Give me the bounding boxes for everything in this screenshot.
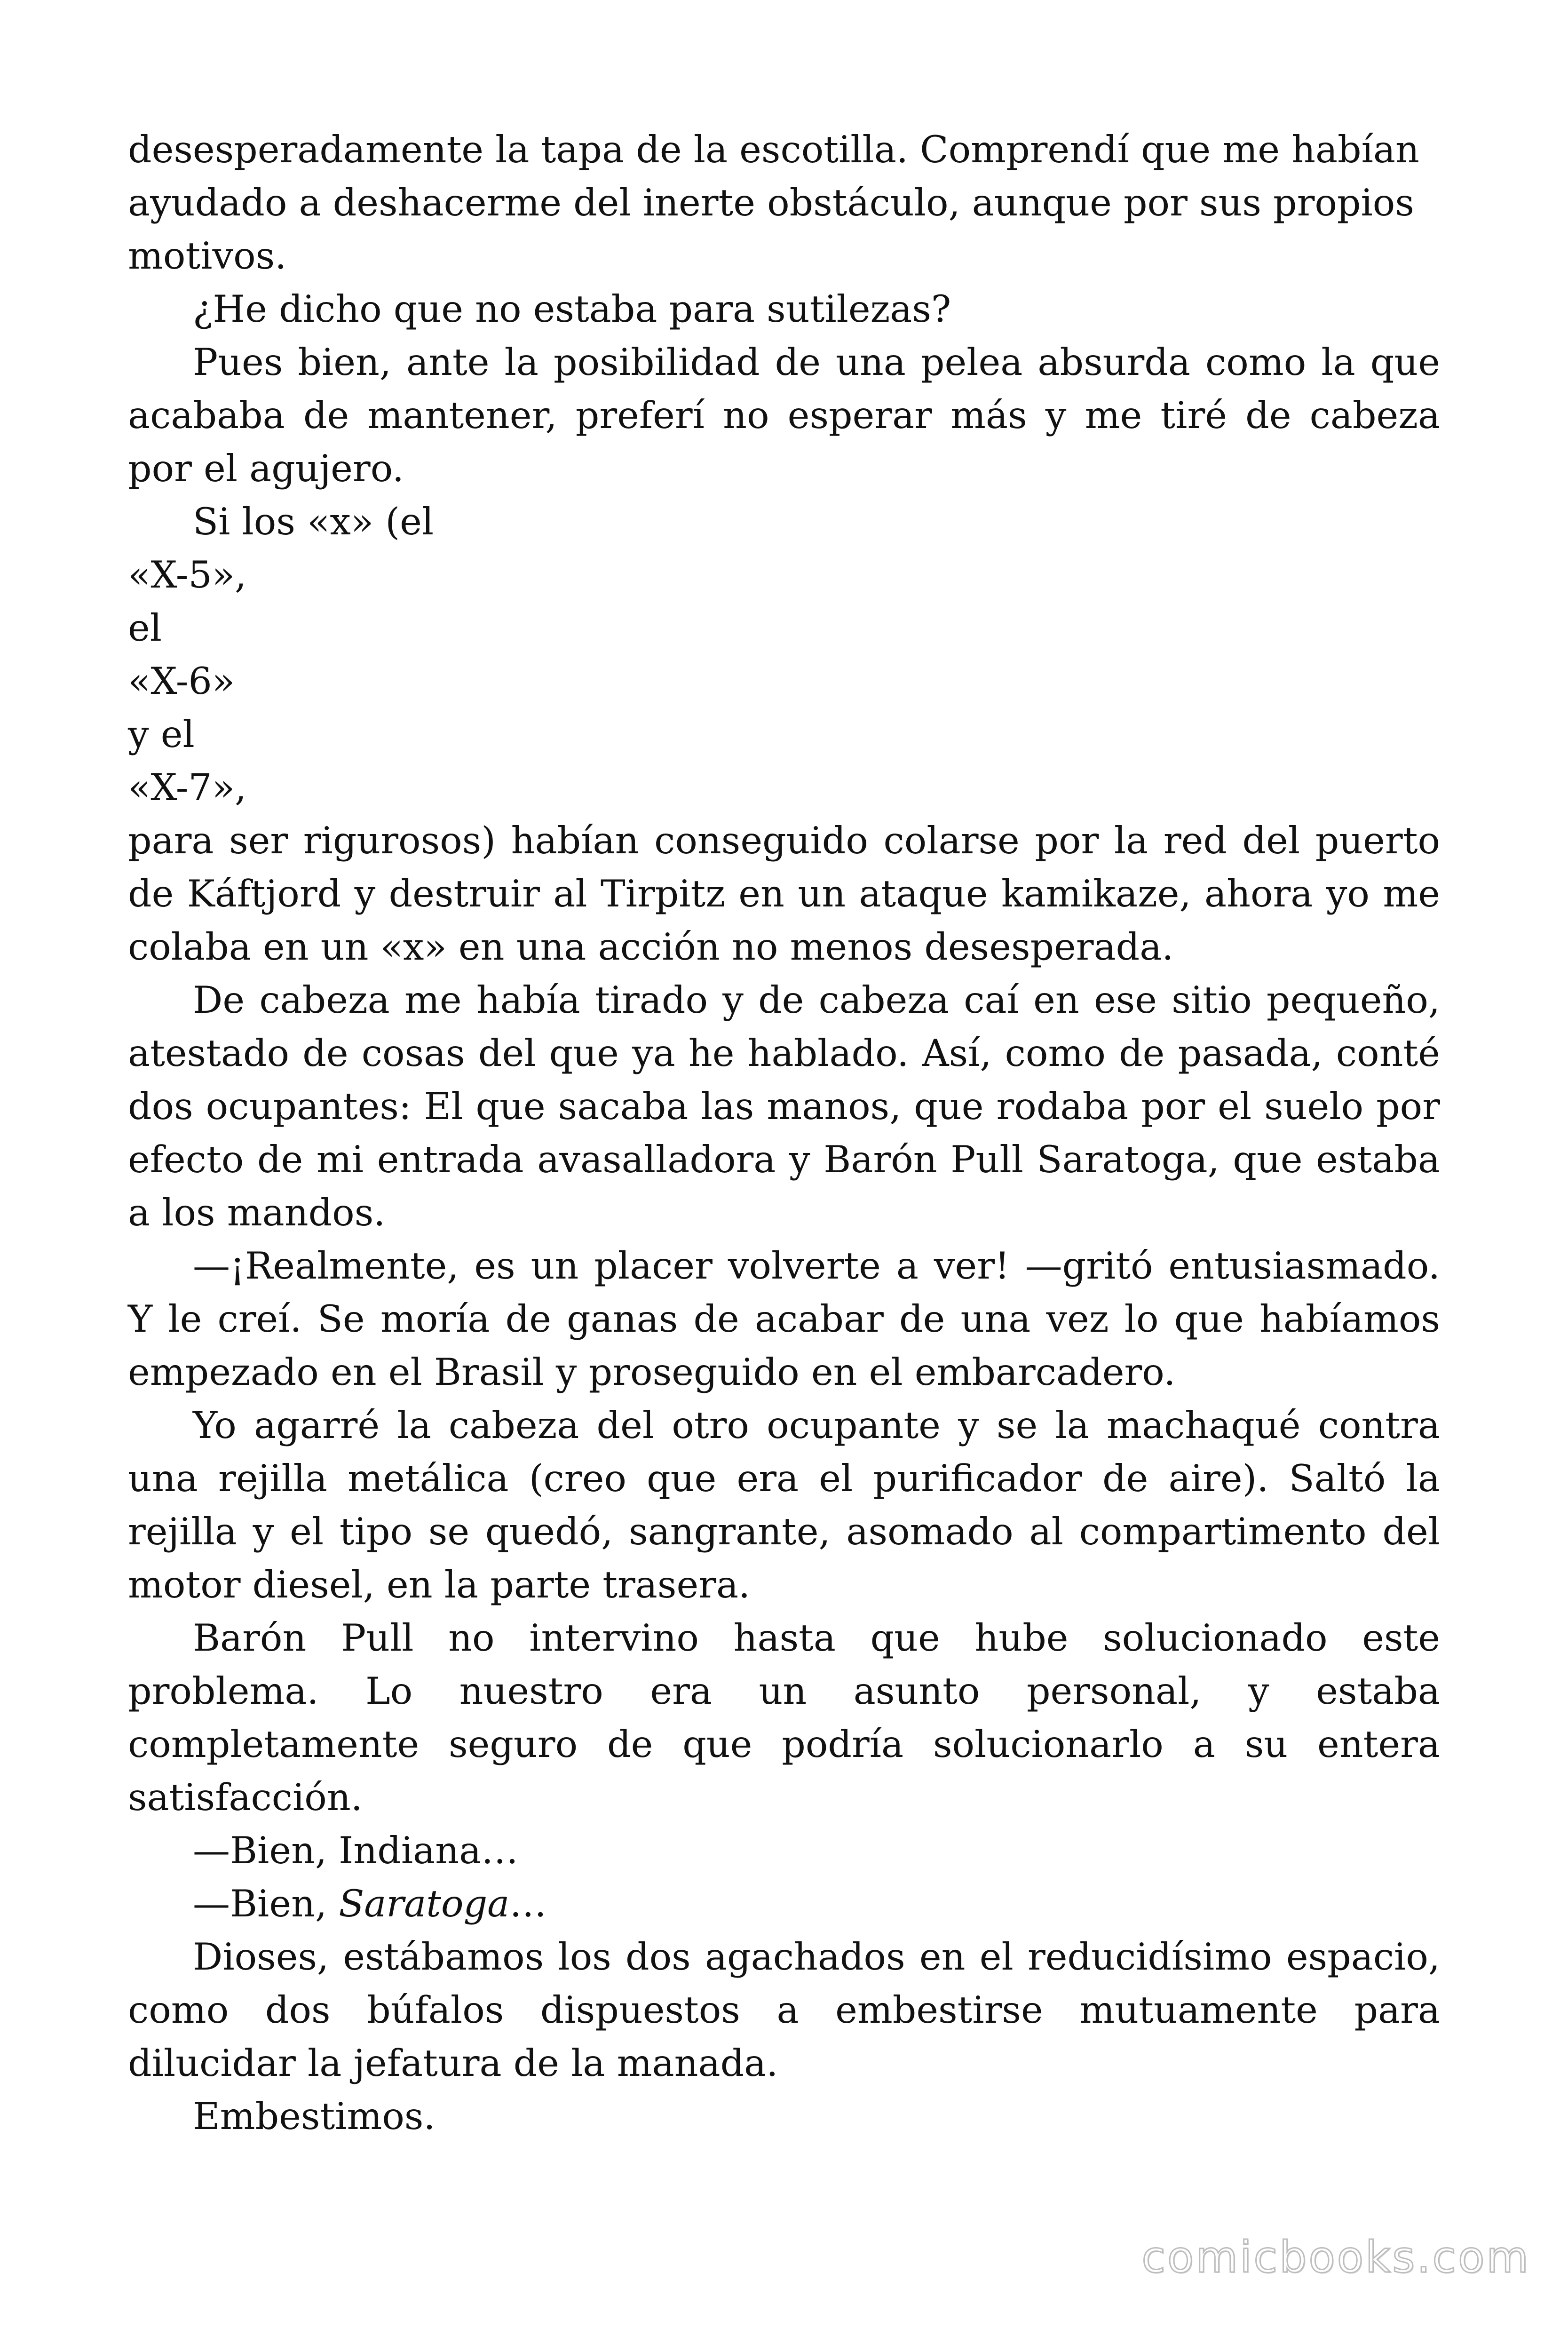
paragraph-fragment: el: [128, 606, 162, 650]
paragraph-fragment: «X-6»: [128, 660, 235, 703]
paragraph: Embestimos.: [193, 2095, 436, 2138]
dialogue-line: —Bien, Indiana…: [193, 1829, 519, 1872]
paragraph: Pues bien, ante la posibilidad de una pelea absurda como la que acababa de mantener, preferí no esperar más y me tiré de cabeza por el agujero.: [128, 341, 1440, 490]
paragraph-fragment: para ser rigurosos) habían conseguido colarse por la red del puerto de Káftjord y destruir al Tirpitz en un ataque kamikaze, ahora yo me colaba en un «x» en una acción no menos desesperada.: [128, 819, 1440, 969]
dialogue-line: [128, 1877, 1440, 1931]
paragraph: Barón Pull no intervino hasta que hube solucionado este problema. Lo nuestro era un asunto personal, y estaba completamente seguro de que podría solucionarlo a su entera satisfacción.: [128, 1616, 1440, 1819]
paragraph: Dioses, estábamos los dos agachados en el reducidísimo espacio, como dos búfalos dispuestos a embestirse mutuamente para dilucidar la jefatura de la manada.: [128, 1935, 1440, 2085]
dialogue-suffix: …: [509, 1882, 547, 1925]
paragraph: Si los «x» (el: [193, 500, 434, 543]
watermark: comicbooks.com: [1141, 2232, 1530, 2282]
paragraph: ¿He dicho que no estaba para sutilezas?: [193, 287, 951, 331]
paragraph-fragment: y el: [128, 713, 195, 756]
page-body: [128, 123, 1440, 2143]
paragraph-fragment: «X-5»,: [128, 553, 247, 596]
paragraph: De cabeza me había tirado y de cabeza caí en ese sitio pequeño, atestado de cosas del que ya he hablado. Así, como de pasada, conté dos ocupantes: El que sacaba las manos, que rodaba por el suelo por efecto de mi entrada avasalladora y Barón Pull Saratoga, que estaba a los mandos.: [128, 978, 1440, 1234]
dialogue-prefix: —Bien,: [193, 1882, 339, 1925]
dialogue-italic-name: Saratoga: [339, 1882, 510, 1925]
paragraph: Yo agarré la cabeza del otro ocupante y se la machaqué contra una rejilla metálica (creo que era el purificador de aire). Saltó la rejilla y el tipo se quedó, sangrante, asomado al compartimento del motor diesel, en la parte trasera.: [128, 1404, 1440, 1606]
paragraph-fragment: «X-7»,: [128, 766, 247, 809]
paragraph: —¡Realmente, es un placer volverte a ver! —gritó entusiasmado. Y le creí. Se moría de ganas de acabar de una vez lo que habíamos empezado en el Brasil y proseguido en el embarcadero.: [128, 1244, 1440, 1394]
paragraph-continued: desesperadamente la tapa de la escotilla. Comprendí que me habían ayudado a deshacerme del inerte obstáculo, aunque por sus propios motivos.: [128, 128, 1419, 278]
